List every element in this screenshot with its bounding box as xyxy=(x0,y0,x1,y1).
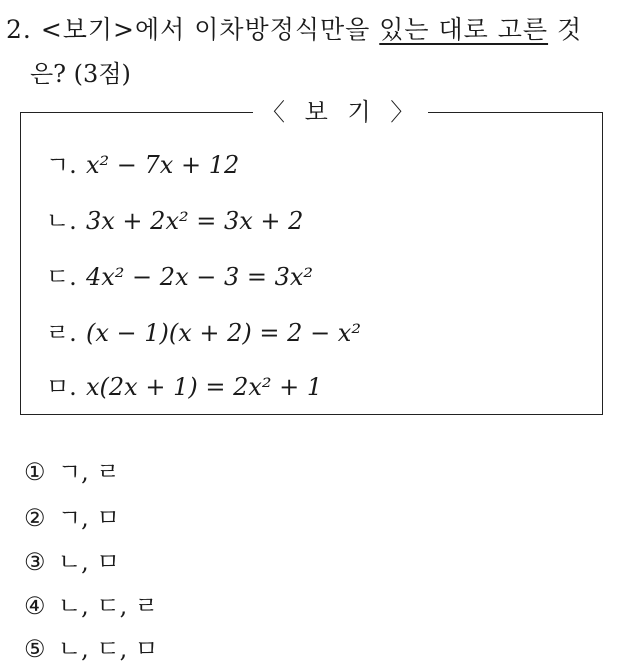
item-expression: x² − 7x + 12 xyxy=(86,151,240,179)
bogi-item-3 xyxy=(46,257,313,292)
option-text: ㄴ, ㅁ xyxy=(58,548,120,576)
question-text-part3: 것 xyxy=(557,15,583,44)
item-marker: ㅁ. xyxy=(46,373,77,401)
option-text: ㄴ, ㄷ, ㄹ xyxy=(58,592,159,620)
answer-option-3[interactable] xyxy=(24,542,120,577)
option-text: ㄱ, ㄹ xyxy=(58,458,120,486)
item-expression: x(2x + 1) = 2x² + 1 xyxy=(86,373,323,401)
bogi-item-1 xyxy=(46,145,239,180)
question-line-2: 은? (3점) xyxy=(30,60,131,88)
question-text-part1: <보기>에서 이차방정식만을 xyxy=(40,15,371,44)
option-number: ① xyxy=(24,458,46,486)
answer-option-2[interactable] xyxy=(24,498,120,533)
answer-option-5[interactable] xyxy=(24,629,158,664)
question-number: 2. xyxy=(6,15,32,44)
option-number: ② xyxy=(24,504,46,532)
answer-option-1[interactable] xyxy=(24,452,120,487)
bogi-item-5 xyxy=(46,367,322,402)
bogi-item-4 xyxy=(46,313,361,348)
answer-option-4[interactable] xyxy=(24,586,158,621)
option-text: ㄴ, ㄷ, ㅁ xyxy=(58,635,159,663)
option-text: ㄱ, ㅁ xyxy=(58,504,120,532)
bogi-item-2 xyxy=(46,201,303,236)
item-marker: ㄴ. xyxy=(46,207,77,235)
option-number: ③ xyxy=(24,548,46,576)
question-line-1 xyxy=(6,10,582,46)
item-marker: ㄹ. xyxy=(46,319,77,347)
item-marker: ㄷ. xyxy=(46,263,77,291)
item-expression: 3x + 2x² = 3x + 2 xyxy=(86,207,304,235)
option-number: ④ xyxy=(24,592,46,620)
item-expression: 4x² − 2x − 3 = 3x² xyxy=(86,263,314,291)
question-text-underlined: 있는 대로 고른 xyxy=(379,15,549,44)
item-marker: ㄱ. xyxy=(46,151,77,179)
item-expression: (x − 1)(x + 2) = 2 − x² xyxy=(86,319,361,347)
option-number: ⑤ xyxy=(24,635,46,663)
bogi-title: 〈 보 기 〉 xyxy=(253,92,428,127)
